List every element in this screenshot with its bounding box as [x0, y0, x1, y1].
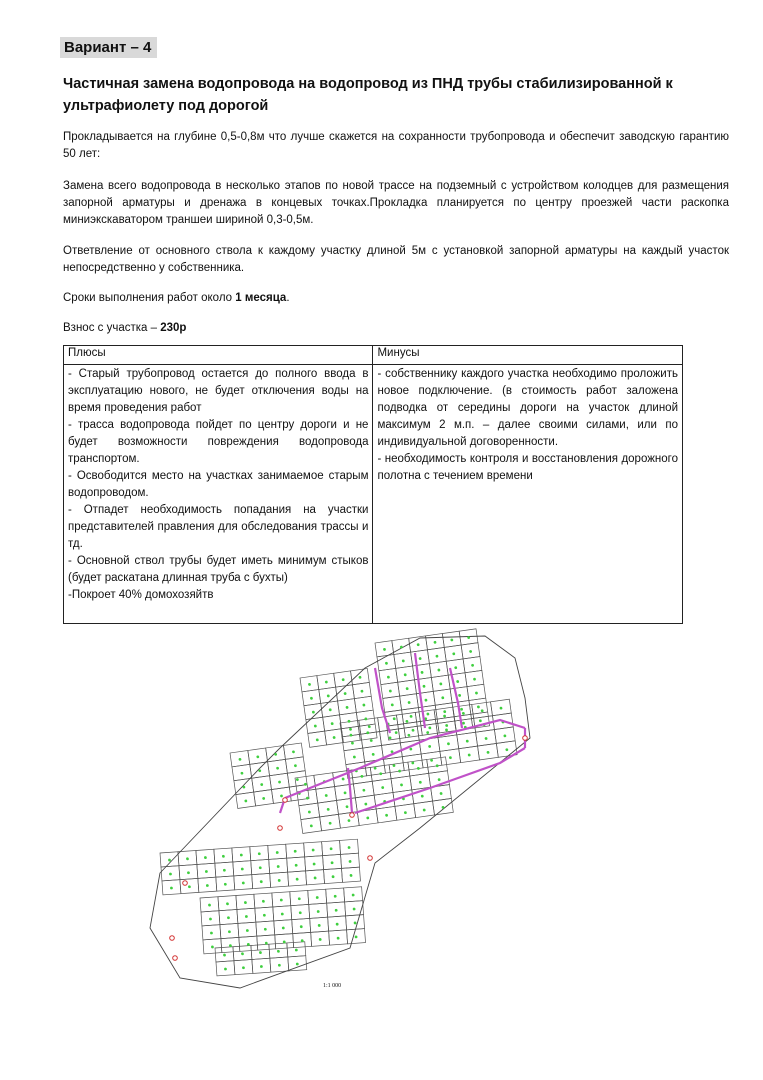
tree-marker [345, 706, 348, 709]
well-marker [170, 936, 175, 941]
tree-marker [260, 880, 263, 883]
paragraph-duration: Сроки выполнения работ около 1 месяца. [63, 292, 290, 304]
tree-marker [469, 650, 472, 653]
tree-marker [438, 778, 441, 781]
tree-marker [389, 689, 392, 692]
tree-marker [312, 711, 315, 714]
pros-cons-table [63, 345, 683, 624]
tree-marker [278, 781, 281, 784]
pros-header: Плюсы [64, 346, 373, 365]
tree-marker [409, 715, 412, 718]
tree-marker [475, 691, 478, 694]
tree-marker [204, 856, 207, 859]
pipe-segment [450, 668, 462, 728]
pipe-segment [348, 768, 352, 813]
tree-marker [443, 715, 446, 718]
tree-marker [296, 778, 299, 781]
tree-marker [407, 734, 410, 737]
tree-marker [313, 862, 316, 865]
paragraph-replacement: Замена всего водопровода в несколько этапов по новой трассе на подземный с устройством колодцев для размещения запорной арматуры и дренажа в концевых точках.Прокладка планируется по центру проезжей части раскопка миниэкскаватором траншеи шириной 0,3-0,5м. [63, 180, 729, 226]
tree-marker [351, 742, 354, 745]
tree-marker [242, 966, 245, 969]
tree-marker [471, 664, 474, 667]
tree-marker [187, 871, 190, 874]
tree-marker [256, 755, 259, 758]
tree-marker [481, 709, 484, 712]
tree-marker [333, 736, 336, 739]
tree-marker [224, 883, 227, 886]
plot-markers [168, 636, 508, 970]
tree-marker [276, 851, 279, 854]
tree-marker [260, 783, 263, 786]
tree-marker [263, 914, 266, 917]
tree-marker [349, 860, 352, 863]
tree-marker [277, 950, 280, 953]
plot-block [375, 629, 490, 740]
tree-marker [310, 824, 313, 827]
tree-marker [259, 951, 262, 954]
tree-marker [310, 697, 313, 700]
tree-marker [331, 722, 334, 725]
tree-marker [246, 929, 249, 932]
tree-marker [260, 965, 263, 968]
tree-marker [385, 662, 388, 665]
tree-marker [364, 803, 367, 806]
tree-marker [227, 916, 230, 919]
tree-marker [242, 881, 245, 884]
tree-marker [335, 909, 338, 912]
tree-marker [408, 701, 411, 704]
tree-marker [226, 902, 229, 905]
tree-marker [277, 865, 280, 868]
tree-marker [327, 694, 330, 697]
tree-marker [319, 938, 322, 941]
well-marker [350, 813, 355, 818]
tree-marker [347, 720, 350, 723]
tree-marker [348, 846, 351, 849]
tree-marker [364, 717, 367, 720]
tree-marker [435, 655, 438, 658]
tree-marker [422, 685, 425, 688]
tree-marker [336, 923, 339, 926]
tree-marker [316, 738, 319, 741]
tree-marker [304, 783, 307, 786]
tree-marker [466, 740, 469, 743]
variant-heading: Вариант – 4 [60, 37, 157, 58]
tree-marker [436, 764, 439, 767]
tree-marker [244, 799, 247, 802]
tree-marker [317, 910, 320, 913]
tree-marker [447, 742, 450, 745]
tree-marker [295, 949, 298, 952]
tree-marker [238, 758, 241, 761]
tree-marker [262, 797, 265, 800]
tree-marker [437, 668, 440, 671]
tree-marker [387, 676, 390, 679]
tree-marker [503, 734, 506, 737]
tree-marker [241, 952, 244, 955]
tree-marker [456, 680, 459, 683]
tree-marker [331, 861, 334, 864]
well-marker [183, 881, 188, 886]
tree-marker [458, 694, 461, 697]
tree-marker [449, 756, 452, 759]
tree-marker [423, 808, 426, 811]
tree-marker [170, 886, 173, 889]
tree-marker [477, 705, 480, 708]
tree-marker [210, 931, 213, 934]
tree-marker [276, 767, 279, 770]
well-marker [283, 798, 288, 803]
tree-marker [404, 811, 407, 814]
tree-marker [440, 792, 443, 795]
tree-marker [244, 901, 247, 904]
tree-marker [411, 729, 414, 732]
tree-marker [450, 638, 453, 641]
boundary-line [150, 636, 530, 988]
tree-marker [209, 918, 212, 921]
tree-marker [342, 678, 345, 681]
tree-marker [468, 753, 471, 756]
tree-marker [186, 857, 189, 860]
well-marker [278, 826, 283, 831]
tree-marker [342, 777, 345, 780]
tree-marker [350, 874, 353, 877]
tree-marker [316, 896, 319, 899]
tree-marker [337, 937, 340, 940]
tree-marker [353, 907, 356, 910]
site-plan-map [120, 628, 540, 1004]
tree-marker [345, 805, 348, 808]
tree-marker [205, 870, 208, 873]
tree-marker [188, 885, 191, 888]
tree-marker [353, 755, 356, 758]
pros-item: - Отпадет необходимость попадания на участки представителей правления для обследования трассы и тд. [68, 504, 369, 550]
tree-marker [473, 678, 476, 681]
tree-marker [417, 767, 420, 770]
tree-marker [349, 728, 352, 731]
tree-marker [372, 753, 375, 756]
tree-marker [343, 791, 346, 794]
tree-marker [454, 666, 457, 669]
well-marker [173, 956, 178, 961]
tree-marker [417, 643, 420, 646]
tree-marker [223, 954, 226, 957]
paragraph-fee: Взнос с участка – 230р [63, 322, 187, 334]
tree-marker [421, 795, 424, 798]
tree-marker [462, 712, 465, 715]
tree-marker [402, 659, 405, 662]
document-title: Частичная замена водопровода на водопровод из ПНД трубы стабилизированной к ультрафиолету под дорогой [63, 76, 673, 114]
tree-marker [308, 810, 311, 813]
tree-marker [398, 770, 401, 773]
cons-cell [373, 365, 683, 624]
pros-item: -Покроет 40% домохозяйтв [68, 589, 214, 601]
plot-block [300, 669, 377, 748]
tree-marker [420, 671, 423, 674]
tree-marker [329, 708, 332, 711]
tree-block [208, 894, 358, 949]
tree-marker [318, 924, 321, 927]
tree-marker [294, 850, 297, 853]
tree-marker [383, 648, 386, 651]
tree-marker [388, 736, 391, 739]
tree-marker [406, 687, 409, 690]
tree-marker [499, 707, 502, 710]
tree-marker [426, 731, 429, 734]
tree-marker [395, 731, 398, 734]
tree-marker [224, 968, 227, 971]
tree-marker [445, 724, 448, 727]
tree-marker [298, 897, 301, 900]
tree-marker [428, 745, 431, 748]
tree-marker [352, 894, 355, 897]
tree-marker [259, 866, 262, 869]
paragraph-depth: Прокладывается на глубине 0,5-0,8м что лучше скажется на сохранности трубопровода и обеспечит заводскую гарантию 50 лет: [63, 131, 729, 160]
well-marker [368, 856, 373, 861]
tree-marker [327, 808, 330, 811]
tree-marker [314, 876, 317, 879]
plot-block [200, 887, 366, 954]
tree-marker [240, 854, 243, 857]
tree-marker [366, 731, 369, 734]
tree-marker [308, 683, 311, 686]
tree-marker [168, 859, 171, 862]
tree-marker [419, 657, 422, 660]
tree-marker [368, 725, 371, 728]
tree-marker [344, 692, 347, 695]
tree-marker [479, 719, 482, 722]
tree-marker [445, 728, 448, 731]
tree-marker [228, 930, 231, 933]
tree-marker [486, 751, 489, 754]
tree-marker [349, 734, 352, 737]
tree-marker [206, 884, 209, 887]
tree-marker [355, 935, 358, 938]
tree-marker [379, 772, 382, 775]
plot-grid [150, 629, 530, 988]
tree-marker [391, 703, 394, 706]
tree-marker [426, 712, 429, 715]
tree-marker [381, 786, 384, 789]
tree-marker [404, 673, 407, 676]
tree-marker [292, 750, 295, 753]
pros-item: - Основной ствол трубы будет иметь минимум стыков (будет раскатана длинная труба с бухты) [68, 555, 369, 584]
tree-marker [223, 869, 226, 872]
tree-marker [300, 925, 303, 928]
tree-marker [400, 783, 403, 786]
tree-marker [296, 963, 299, 966]
well-marker [523, 736, 528, 741]
tree-marker [443, 710, 446, 713]
tree-marker [452, 652, 455, 655]
tree-marker [439, 682, 442, 685]
pros-item: - Освободится место на участках занимаемое старым водопроводом. [68, 470, 369, 499]
tree-marker [433, 641, 436, 644]
tree-marker [362, 703, 365, 706]
tree-marker [370, 739, 373, 742]
tree-marker [245, 915, 248, 918]
tree-marker [240, 772, 243, 775]
tree-marker [393, 717, 396, 720]
tree-marker [329, 822, 332, 825]
pros-cell [64, 365, 373, 624]
tree-marker [358, 676, 361, 679]
tree-marker [400, 645, 403, 648]
plot-block [215, 942, 307, 976]
tree-marker [282, 926, 285, 929]
tree-marker [312, 849, 315, 852]
tree-marker [360, 690, 363, 693]
tree-marker [332, 875, 335, 878]
map-scale-label: 1:1 000 [323, 983, 342, 989]
tree-marker [428, 726, 431, 729]
tree-marker [278, 964, 281, 967]
tree-marker [264, 928, 267, 931]
cons-item: - собственнику каждого участка необходимо проложить новое подключение. (в стоимость работ заложена подводка от середины дороги на участок длиной максимум 2 м.п. – далее своими силами, или по индивидуальной договоренности. [377, 368, 678, 448]
tree-marker [169, 873, 172, 876]
tree-marker [262, 900, 265, 903]
plot-block [230, 743, 309, 808]
tree-block [168, 846, 353, 889]
tree-marker [347, 819, 350, 822]
tree-marker [241, 868, 244, 871]
tree-marker [362, 789, 365, 792]
tree-marker [222, 855, 225, 858]
tree-marker [505, 748, 508, 751]
tree-marker [208, 904, 211, 907]
tree-marker [314, 724, 317, 727]
tree-marker [419, 781, 422, 784]
tree-marker [354, 921, 357, 924]
tree-marker [325, 680, 328, 683]
tree-marker [385, 814, 388, 817]
tree-marker [296, 878, 299, 881]
tree-marker [485, 737, 488, 740]
tree-marker [334, 895, 337, 898]
tree-marker [360, 775, 363, 778]
tree-marker [441, 696, 444, 699]
tree-marker [211, 945, 214, 948]
tree-marker [325, 794, 328, 797]
tree-marker [330, 847, 333, 850]
tree-marker [280, 899, 283, 902]
tree-marker [366, 816, 369, 819]
tree-marker [460, 708, 463, 711]
cons-header: Минусы [373, 346, 683, 365]
tree-marker [280, 794, 283, 797]
paragraph-branch: Ответвление от основного ствола к каждому участку длиной 5м с установкой запорной арматуры на каждый участок непосредственно у собственника. [63, 245, 729, 274]
tree-marker [294, 764, 297, 767]
tree-marker [278, 879, 281, 882]
tree-marker [405, 720, 408, 723]
pros-item: - Старый трубопровод остается до полного ввода в эксплуатацию нового, не будет отключения воды на время проведения работ [68, 368, 369, 414]
tree-marker [299, 911, 302, 914]
pros-item: - трасса водопровода пойдет по центру дороги и не будет возможности повреждения водопровода транспортом. [68, 419, 369, 465]
tree-marker [424, 699, 427, 702]
tree-marker [295, 864, 298, 867]
cons-item: - необходимость контроля и восстановления дорожного полотна с течением времени [377, 453, 678, 482]
tree-marker [409, 748, 412, 751]
tree-marker [258, 852, 261, 855]
tree-marker [306, 797, 309, 800]
tree-marker [281, 913, 284, 916]
